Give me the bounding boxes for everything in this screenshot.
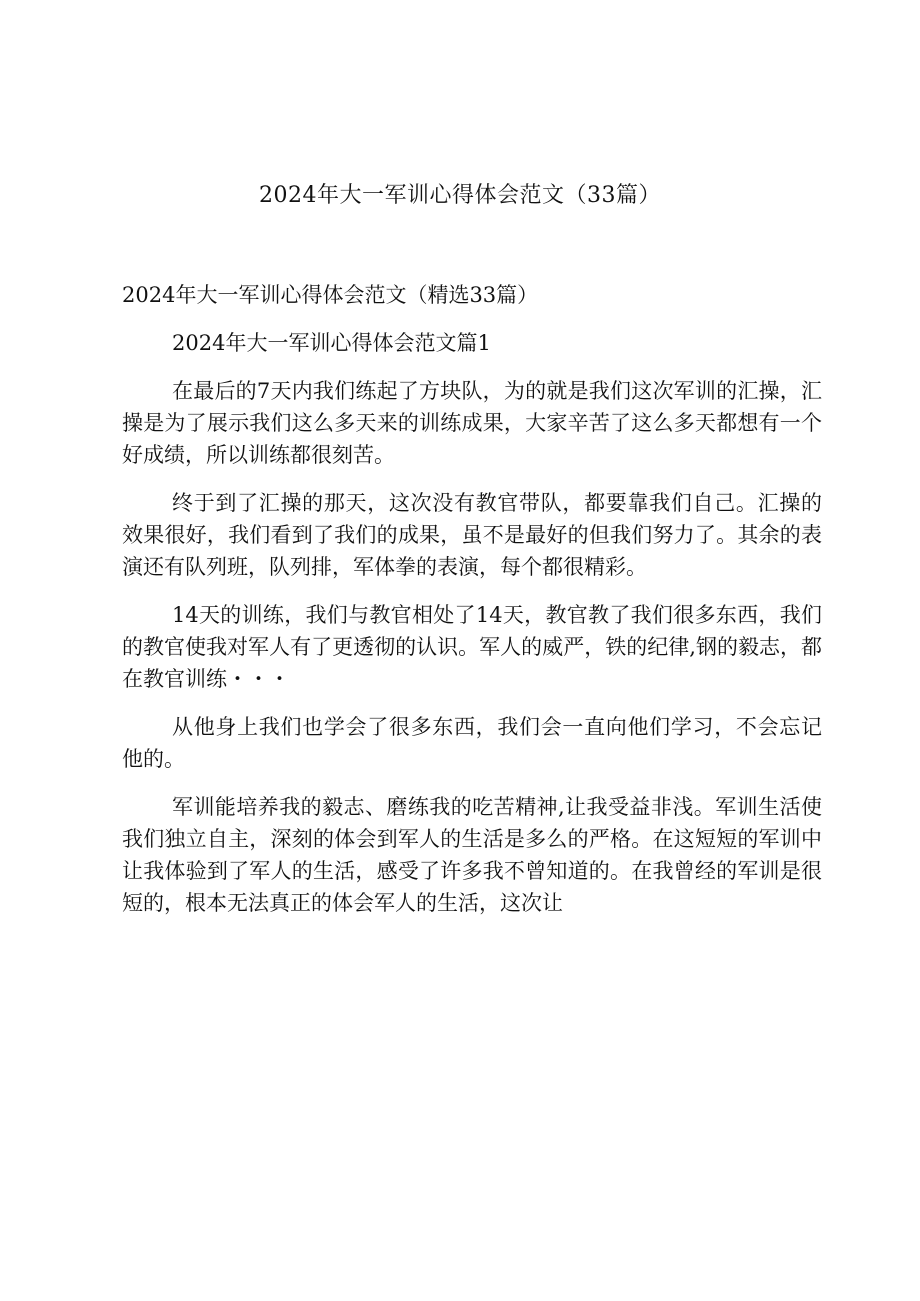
- document-title: 2024年大一军训心得体会范文（33篇）: [259, 183, 661, 208]
- paragraph-3: 14天的训练，我们与教官相处了14天，教官教了我们很多东西，我们的教官使我对军人有了更透彻的认识。军人的威严，铁的纪律,钢的毅志，都在教官训练・・・: [122, 603, 822, 691]
- paragraph-4: 从他身上我们也学会了很多东西，我们会一直向他们学习，不会忘记他的。: [122, 715, 822, 771]
- paragraph-2: 终于到了汇操的那天，这次没有教官带队，都要靠我们自己。汇操的效果很好，我们看到了我们的成果，虽不是最好的但我们努力了。其余的表演还有队列班，队列排，军体拳的表演，每个都很精彩。: [122, 491, 822, 579]
- paragraph-1: 在最后的7天内我们练起了方块队，为的就是我们这次军训的汇操，汇操是为了展示我们这么多天来的训练成果，大家辛苦了这么多天都想有一个好成绩，所以训练都很刻苦。: [122, 379, 822, 467]
- document-body: [122, 279, 822, 935]
- paragraph-5: 军训能培养我的毅志、磨练我的吃苦精神,让我受益非浅。军训生活使我们独立自主，深刻的体会到军人的生活是多么的严格。在这短短的军训中让我体验到了军人的生活，感受了许多我不曾知道的。在我曾经的军训是很短的，根本无法真正的体会军人的生活，这次让: [122, 795, 822, 915]
- section-heading: 2024年大一军训心得体会范文篇1: [172, 331, 491, 355]
- document-subtitle: 2024年大一军训心得体会范文（精选33篇）: [122, 283, 539, 307]
